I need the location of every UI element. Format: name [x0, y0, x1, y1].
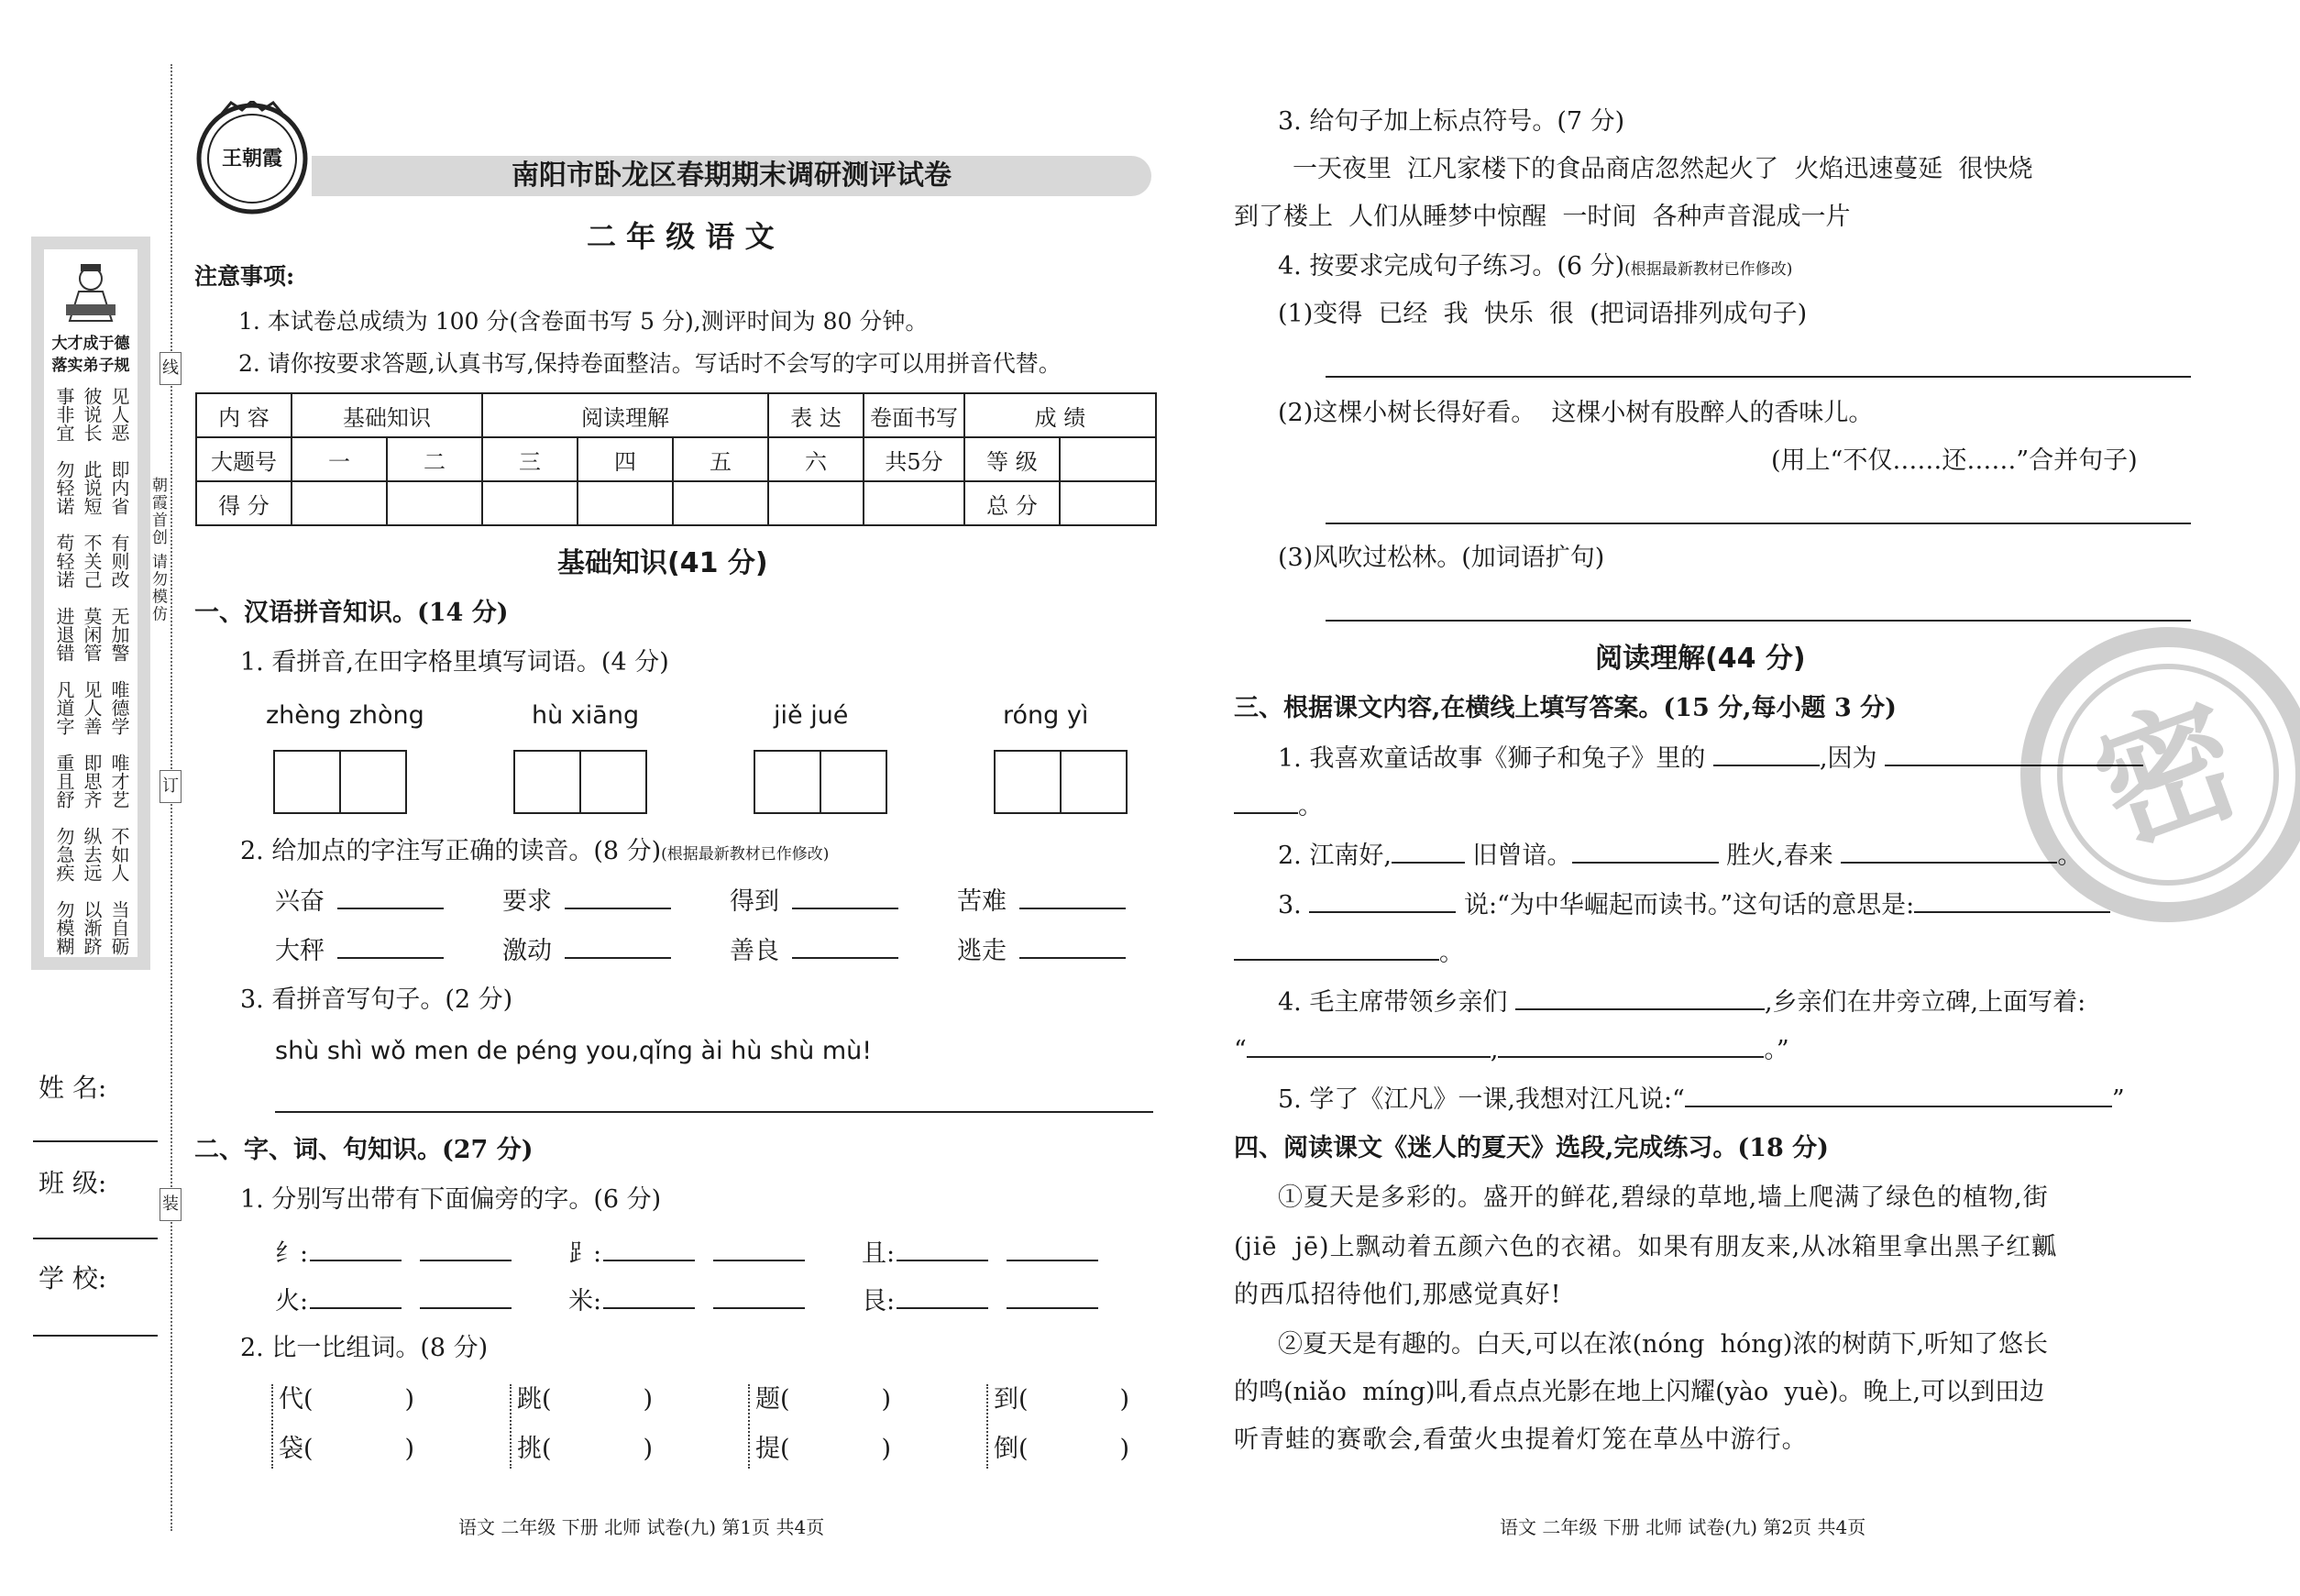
radical-text: 且:	[862, 1239, 896, 1268]
blank[interactable]	[1007, 1238, 1098, 1261]
dizigui-text: 此说短	[81, 460, 103, 515]
blank[interactable]	[1309, 889, 1456, 913]
answer-line[interactable]	[275, 1111, 1153, 1113]
table-cell: 阅读理解	[482, 393, 768, 437]
r3-1-text: 1. 我喜欢童话故事《狮子和兔子》里的	[1278, 744, 1706, 773]
table-cell: 成 绩	[964, 393, 1156, 437]
pair-close: )	[404, 1435, 415, 1463]
blank[interactable]	[1572, 840, 1719, 864]
score-input[interactable]	[292, 481, 387, 525]
table-cell: 等 级	[964, 437, 1060, 481]
word-pair-item	[517, 1434, 653, 1465]
dizigui-text: 以渐跻	[81, 900, 103, 955]
dizigui-text: 即思齐	[81, 754, 103, 809]
word-text: 逃走	[957, 937, 1007, 965]
sentence-pinyin: shù shì wǒ men de péng you,qǐng ài hù shù mù!	[275, 1037, 873, 1065]
word-pair-item	[279, 1434, 414, 1465]
blank[interactable]	[565, 935, 671, 959]
blank[interactable]	[713, 1238, 805, 1261]
radical-item	[568, 1238, 805, 1270]
blank[interactable]	[1007, 1285, 1098, 1309]
blank[interactable]	[1392, 840, 1465, 864]
q1-2-text: 2. 给加点的字注写正确的读音。(8 分)	[240, 837, 662, 865]
dizigui-text: 唯德学	[108, 680, 130, 735]
blank[interactable]	[310, 1238, 402, 1261]
dizigui-text: 当自砺	[108, 900, 130, 955]
word-text: 得到	[730, 887, 779, 916]
tianzige-cell[interactable]	[1062, 752, 1126, 812]
blank[interactable]	[1885, 743, 2143, 766]
word-pair-item	[994, 1384, 1129, 1415]
blank[interactable]	[1234, 790, 1298, 814]
blank[interactable]	[1685, 1084, 2112, 1107]
q3-text-1: 一天夜里 江凡家楼下的食品商店忽然起火了 火焰迅速蔓延 很快烧	[1293, 155, 2033, 183]
radical-text: 米:	[568, 1287, 602, 1315]
word-text: 要求	[502, 887, 552, 916]
bracket-divider	[271, 1384, 273, 1469]
blank[interactable]	[337, 886, 444, 909]
pair-close: )	[643, 1435, 654, 1463]
tianzige-cell[interactable]	[341, 752, 405, 812]
r3-heading: 三、根据课文内容,在横线上填写答案。(15 分,每小题 3 分)	[1234, 694, 1897, 722]
q1-1: 1. 看拼音,在田字格里填写词语。(4 分)	[240, 648, 669, 677]
table-cell: 得 分	[196, 481, 292, 525]
word-item	[957, 935, 1126, 967]
class-field[interactable]	[33, 1238, 158, 1239]
dizigui-text: 苟轻诺	[53, 534, 75, 589]
blank[interactable]	[792, 935, 898, 959]
blank[interactable]	[1914, 889, 2110, 913]
blank[interactable]	[420, 1285, 512, 1309]
q3-text-2: 到了楼上 人们从睡梦中惊醒 一时间 各种声音混成一片	[1234, 203, 1851, 231]
answer-line[interactable]	[1326, 620, 2191, 622]
tianzige-grid[interactable]	[994, 750, 1128, 814]
dizigui-text: 勿急疾	[53, 827, 75, 882]
table-cell: 五	[673, 437, 768, 481]
table-cell: 卷面书写	[864, 393, 964, 437]
word-pair-item	[755, 1384, 891, 1415]
blank[interactable]	[310, 1285, 402, 1309]
q4-1: (1)变得 已经 我 快乐 很 (把词语排列成句子)	[1278, 300, 1808, 328]
binding-char-zhuang: 装	[160, 1188, 182, 1221]
tianzige-cell[interactable]	[275, 752, 341, 812]
q4-3: (3)风吹过松林。(加词语扩句)	[1278, 544, 1605, 572]
footer-right: 语文 二年级 下册 北师 试卷(九) 第2页 共4页	[1500, 1516, 1866, 1538]
blank[interactable]	[897, 1285, 988, 1309]
word-text: 兴奋	[275, 887, 325, 916]
left-sidebar	[31, 237, 150, 970]
answer-line[interactable]	[1326, 523, 2191, 524]
q4-heading	[1278, 251, 1792, 285]
q2-heading: 二、字、词、句知识。(27 分)	[194, 1136, 534, 1164]
dizigui-text: 即内省	[108, 460, 130, 515]
radical-item	[568, 1285, 805, 1317]
r3-4-text: 4. 毛主席带领乡亲们	[1278, 988, 1508, 1017]
q3-heading: 3. 给句子加上标点符号。(7 分)	[1278, 107, 1625, 136]
school-label: 学 校:	[39, 1263, 107, 1293]
dizigui-text: 凡道字	[53, 680, 75, 735]
pair-char: 代(	[279, 1385, 314, 1414]
footer-left: 语文 二年级 下册 北师 试卷(九) 第1页 共4页	[458, 1516, 825, 1538]
r4-heading: 四、阅读课文《迷人的夏天》选段,完成练习。(18 分)	[1234, 1134, 1829, 1162]
pair-close: )	[881, 1385, 892, 1414]
pair-char: 袋(	[279, 1435, 314, 1463]
scholar-figure-icon	[61, 260, 121, 325]
binding-side-note: 朝霞首创 请勿模仿	[149, 477, 167, 623]
blank[interactable]	[1234, 937, 1439, 961]
word-text: 苦难	[957, 887, 1007, 916]
dizigui-text: 勿轻诺	[53, 460, 75, 515]
notice-item-2: 2. 请你按要求答题,认真书写,保持卷面整洁。写话时不会写的字可以用拼音代替。	[238, 350, 1062, 377]
score-input[interactable]	[673, 481, 768, 525]
r3-2-text: 2. 江南好,	[1278, 842, 1392, 870]
q1-3: 3. 看拼音写句子。(2 分)	[240, 985, 513, 1014]
radical-text: 艮:	[862, 1287, 896, 1315]
bracket-divider	[748, 1384, 750, 1469]
name-label: 姓 名:	[39, 1073, 107, 1103]
word-text: 善良	[730, 937, 779, 965]
r3-1-cont: 。	[1234, 790, 1323, 822]
q1-2-note: (根据最新教材已作修改)	[661, 845, 830, 864]
stamp-text: 密	[2075, 675, 2261, 875]
r3-3	[1278, 889, 2110, 921]
score-input[interactable]	[1060, 481, 1156, 525]
r3-3-text: 3.	[1278, 891, 1302, 919]
r3-4-text-b: ,乡亲们在井旁立碑,上面写着:	[1764, 988, 2086, 1017]
section-title-basics: 基础知识(41 分)	[557, 547, 768, 579]
radical-text: 火:	[275, 1287, 309, 1315]
tianzige-cell[interactable]	[996, 752, 1062, 812]
name-field[interactable]	[33, 1140, 158, 1142]
subject-title: 二 年 级 语 文	[587, 219, 775, 254]
tianzige-cell[interactable]	[821, 752, 886, 812]
dizigui-text: 不如人	[108, 827, 130, 882]
tianzige-grid[interactable]	[754, 750, 887, 814]
pair-char: 跳(	[517, 1385, 552, 1414]
bracket-divider	[986, 1384, 988, 1469]
q2-1: 1. 分别写出带有下面偏旁的字。(6 分)	[240, 1185, 662, 1214]
word-item	[730, 935, 898, 967]
tianzige-grid[interactable]	[513, 750, 647, 814]
dizigui-text: 进退错	[53, 607, 75, 662]
r3-4	[1278, 986, 2085, 1018]
blank[interactable]	[565, 886, 671, 909]
logo-text: 王朝霞	[221, 147, 282, 171]
blank[interactable]	[603, 1285, 695, 1309]
r3-3-cont: 。	[1234, 937, 1464, 969]
dizigui-text: 勿模糊	[53, 900, 75, 955]
word-item	[502, 886, 671, 918]
table-cell: 三	[482, 437, 578, 481]
pair-char: 提(	[755, 1435, 790, 1463]
motto-line-1: 大才成于德	[51, 335, 130, 353]
class-label: 班 级:	[39, 1168, 107, 1198]
tianzige-grid[interactable]	[273, 750, 407, 814]
q4-2: (2)这棵小树长得好看。 这棵小树有股醉人的香味儿。	[1278, 399, 1874, 427]
pair-close: )	[1119, 1385, 1130, 1414]
binding-char-xian: 线	[160, 352, 182, 385]
pair-close: )	[643, 1385, 654, 1414]
radical-item	[862, 1238, 1098, 1270]
pinyin-4: róng yì	[1003, 701, 1089, 730]
binding-char-ding: 订	[160, 770, 182, 803]
tianzige-cell[interactable]	[515, 752, 581, 812]
q4-note: (根据最新教材已作修改)	[1624, 260, 1793, 279]
motto-line-2: 落实弟子规	[51, 357, 130, 375]
tianzige-cell[interactable]	[755, 752, 821, 812]
r3-1-because: ,因为	[1819, 744, 1877, 773]
dizigui-text: 事非宜	[53, 387, 75, 442]
table-cell: 内 容	[196, 393, 292, 437]
table-cell: 总 分	[964, 481, 1060, 525]
answer-line[interactable]	[1326, 376, 2191, 378]
radical-text: 纟:	[275, 1239, 309, 1268]
passage-line: 的鸣(niǎo míng)叫,看点点光影在地上闪耀(yào yuè)。晚上,可以到田边	[1234, 1378, 2045, 1406]
q4-text: 4. 按要求完成句子练习。(6 分)	[1278, 252, 1625, 281]
dizigui-text: 不关己	[81, 534, 103, 589]
q2-2: 2. 比一比组词。(8 分)	[240, 1334, 489, 1362]
notice-heading: 注意事项:	[194, 263, 295, 290]
pair-close: )	[881, 1435, 892, 1463]
passage-line: ②夏天是有趣的。白天,可以在浓(nóng hóng)浓的树荫下,听知了悠长	[1278, 1330, 2049, 1359]
word-item	[275, 886, 444, 918]
blank[interactable]	[1713, 743, 1820, 766]
r3-2-text-b: 旧曾谙。	[1472, 842, 1572, 870]
r3-3-text-b: 说:“为中华崛起而读书。”这句话的意思是:	[1463, 891, 1915, 919]
passage-line: 的西瓜招待他们,那感觉真好!	[1234, 1281, 1562, 1309]
dizigui-text: 见人恶	[108, 387, 130, 442]
table-cell: 表 达	[768, 393, 864, 437]
word-pair-item	[517, 1384, 653, 1415]
r3-5: 5. 学了《江凡》一课,我想对江凡说:“ ”	[1278, 1085, 2125, 1114]
blank[interactable]	[1247, 1034, 1491, 1058]
pair-char: 到(	[994, 1385, 1029, 1414]
notice-item-1: 1. 本试卷总成绩为 100 分(含卷面书写 5 分),测评时间为 80 分钟。	[238, 308, 929, 335]
tianzige-cell[interactable]	[581, 752, 645, 812]
word-text: 激动	[502, 937, 552, 965]
radical-item	[275, 1285, 512, 1317]
q1-2	[240, 836, 829, 870]
pair-close: )	[1119, 1435, 1130, 1463]
section-title-reading: 阅读理解(44 分)	[1595, 643, 1806, 675]
table-cell: 四	[578, 437, 673, 481]
score-input[interactable]	[482, 481, 578, 525]
radical-item	[862, 1285, 1098, 1317]
table-cell: 基础知识	[292, 393, 482, 437]
dizigui-text: 重且舒	[53, 754, 75, 809]
radical-item	[275, 1238, 512, 1270]
table-cell: 二	[387, 437, 482, 481]
blank[interactable]	[897, 1238, 988, 1261]
q4-2-requirement: (用上“不仅……还……”合并句子)	[1771, 446, 2138, 475]
school-field[interactable]	[33, 1335, 158, 1337]
bracket-divider	[510, 1384, 512, 1469]
r3-4-cont: “ , 。”	[1234, 1036, 1789, 1064]
exam-title: 南阳市卧龙区春期期末调研测评试卷	[512, 160, 952, 192]
blank[interactable]	[1515, 986, 1765, 1010]
score-input[interactable]	[768, 481, 864, 525]
dizigui-text: 纵去远	[81, 827, 103, 882]
dizigui-text: 唯才艺	[108, 754, 130, 809]
passage-line: ①夏天是多彩的。盛开的鲜花,碧绿的草地,墙上爬满了绿色的植物,街	[1278, 1183, 2049, 1212]
radical-text: ⻊:	[568, 1239, 602, 1268]
pair-char: 挑(	[517, 1435, 552, 1463]
pinyin-1: zhèng zhòng	[266, 701, 424, 730]
dizigui-text: 有则改	[108, 534, 130, 589]
score-input[interactable]	[578, 481, 673, 525]
word-pair-item	[994, 1434, 1129, 1465]
blank[interactable]	[792, 886, 898, 909]
table-cell: 共5分	[864, 437, 964, 481]
word-item	[957, 886, 1126, 918]
pinyin-2: hù xiāng	[532, 701, 640, 730]
r3-5-text: 5. 学了《江凡》一课,我想对江凡说:“	[1278, 1085, 1685, 1114]
q1-heading: 一、汉语拼音知识。(14 分)	[194, 599, 509, 627]
score-input[interactable]	[387, 481, 482, 525]
pair-char: 题(	[755, 1385, 790, 1414]
score-input[interactable]	[1060, 437, 1156, 481]
table-cell: 大题号	[196, 437, 292, 481]
blank[interactable]	[1841, 840, 2057, 864]
dizigui-text: 见人善	[81, 680, 103, 735]
r3-2: 2. 江南好, 旧曾谙。 胜火,春来 。	[1278, 842, 2083, 870]
score-input[interactable]	[864, 481, 964, 525]
blank[interactable]	[1498, 1034, 1764, 1058]
table-cell: 六	[768, 437, 864, 481]
r3-1	[1278, 743, 2143, 775]
blank[interactable]	[603, 1238, 695, 1261]
dizigui-text: 无加警	[108, 607, 130, 662]
passage-line: (jiē jē)上飘动着五颜六色的衣裙。如果有朋友来,从冰箱里拿出黑子红瓤	[1234, 1233, 2058, 1261]
blank[interactable]	[713, 1285, 805, 1309]
blank[interactable]	[1019, 935, 1126, 959]
blank[interactable]	[420, 1238, 512, 1261]
word-item	[502, 935, 671, 967]
r3-2-text-c: 胜火,春来	[1726, 842, 1833, 870]
word-item	[275, 935, 444, 967]
dizigui-text: 莫闲管	[81, 607, 103, 662]
pair-close: )	[404, 1385, 415, 1414]
blank[interactable]	[1019, 886, 1126, 909]
blank[interactable]	[337, 935, 444, 959]
word-pair-item	[279, 1384, 414, 1415]
word-pair-item	[755, 1434, 891, 1465]
pinyin-3: jiě jué	[774, 701, 849, 730]
table-cell: 一	[292, 437, 387, 481]
word-text: 大秤	[275, 937, 325, 965]
logo	[194, 101, 310, 216]
passage-line: 听青蛙的赛歌会,看萤火虫提着灯笼在草丛中游行。	[1234, 1425, 1808, 1454]
confidential-stamp	[2017, 623, 2300, 926]
score-table	[195, 392, 1157, 526]
pair-char: 倒(	[994, 1435, 1029, 1463]
dizigui-text: 彼说长	[81, 387, 103, 442]
word-item	[730, 886, 898, 918]
